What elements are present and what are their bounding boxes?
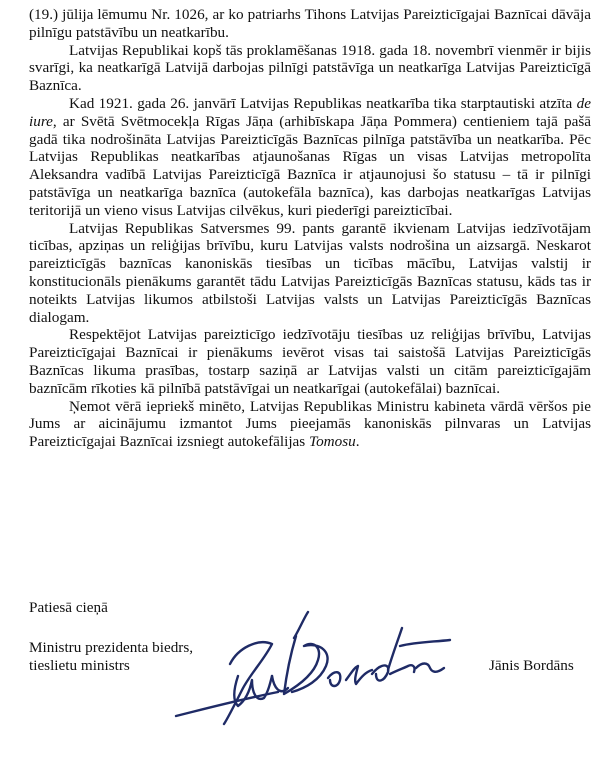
text-run: Latvijas Republikas Satversmes 99. pants garantē ikvienam Latvijas iedzīvotājam ticības, apziņas un reliģijas brīvību, kuru Latvijas valsts nodrošina un aizsargā. Neskarot pareizticīgās baznīcas kanoniskās tiesības un ticības mācību, Latvijas valstij ir konstitucionāls pienākums garantēt tādu Latvijas Pareizticīgās Baznīcas statusu, kāds tas ir noteikts Latvijas likumos atbilstoši Latvijas valsts un Latvijas Pareizticīgās Baznīcas dialogam.: [29, 219, 591, 326]
text-run: (19.) jūlija lēmumu Nr. 1026, ar ko patriarhs Tihons Latvijas Pareizticīgajai Baznīcai dāvāja pilnīgu patstāvību un neatkarību.: [29, 6, 591, 41]
handwritten-signature: [168, 608, 458, 726]
body-paragraph: [29, 398, 591, 451]
signer-title-line-2: tieslietu ministrs: [29, 656, 130, 674]
text-run: Ņemot vērā iepriekš minēto, Latvijas Republikas Ministru kabineta vārdā vēršos pie Jums ar aicinājumu izmantot Jums pieejamās kanoniskās pilnvaras un Latvijas Pareizticīgajai Baznīcai izsniegt autokefālijas: [29, 397, 591, 451]
signer-title-line-1: Ministru prezidenta biedrs,: [29, 639, 194, 656]
body-paragraph: [29, 6, 591, 42]
body-paragraph: [29, 95, 591, 220]
text-run: , ar Svētā Svētmocekļa Rīgas Jāņa (arhibīskapa Jāņa Pommera) centieniem tajā pašā gadā tika nodrošināta Latvijas Pareizticīgās Baznīcas pilnīga patstāvība un neatkarība. Pēc Latvijas Republikas neatkarības atjaunošanas Rīgas un visas Latvijas metropolīta Aleksandra vadībā Latvijas Pareizticīgā Baznīca ir atjaunojusi šo statusu – tā ir pilnīgi patstāvīga un neatkarīga baznīca (autokefāla baznīca), kas darbojas neatkarīgas Latvijas teritorijā un vieno visus Latvijas cilvēkus, kuri piederīgi pareizticībai.: [29, 112, 591, 219]
closing-salutation: Patiesā cieņā: [29, 599, 108, 616]
text-run: Respektējot Latvijas pareizticīgo iedzīvotāju tiesības uz reliģijas brīvību, Latvijas Pareizticīgajai Baznīcai ir pienākums ievērot visas tai saistošā Latvijas Pareizticīgās Baznīcas likuma prasības, tostarp saziņā ar Latvijas valsti un citām pareizticīgajām baznīcām rīkoties kā pilnībā patstāvīgai un neatkarīgai (autokefālai) baznīcai.: [29, 326, 591, 397]
signer-name: Jānis Bordāns: [489, 657, 574, 674]
italic-phrase: Tomosu: [309, 433, 356, 451]
italic-phrase: de iure: [29, 94, 591, 130]
text-run: Latvijas Republikai kopš tās proklamēšanas 1918. gada 18. novembrī vienmēr ir bijis svarīgi, ka neatkarīgā Latvijā darbojas pilnīgi patstāvīga un neatkarīga Latvijas Pareizticīgā Baznīca.: [29, 41, 591, 95]
letter-body: [29, 6, 591, 451]
text-run: .: [355, 433, 360, 451]
text-run: Kad 1921. gada 26. janvārī Latvijas Republikas neatkarība tika starptautiski atzīta: [69, 94, 577, 112]
body-paragraph: [29, 220, 591, 327]
body-paragraph: [29, 42, 591, 95]
body-paragraph: [29, 326, 591, 397]
